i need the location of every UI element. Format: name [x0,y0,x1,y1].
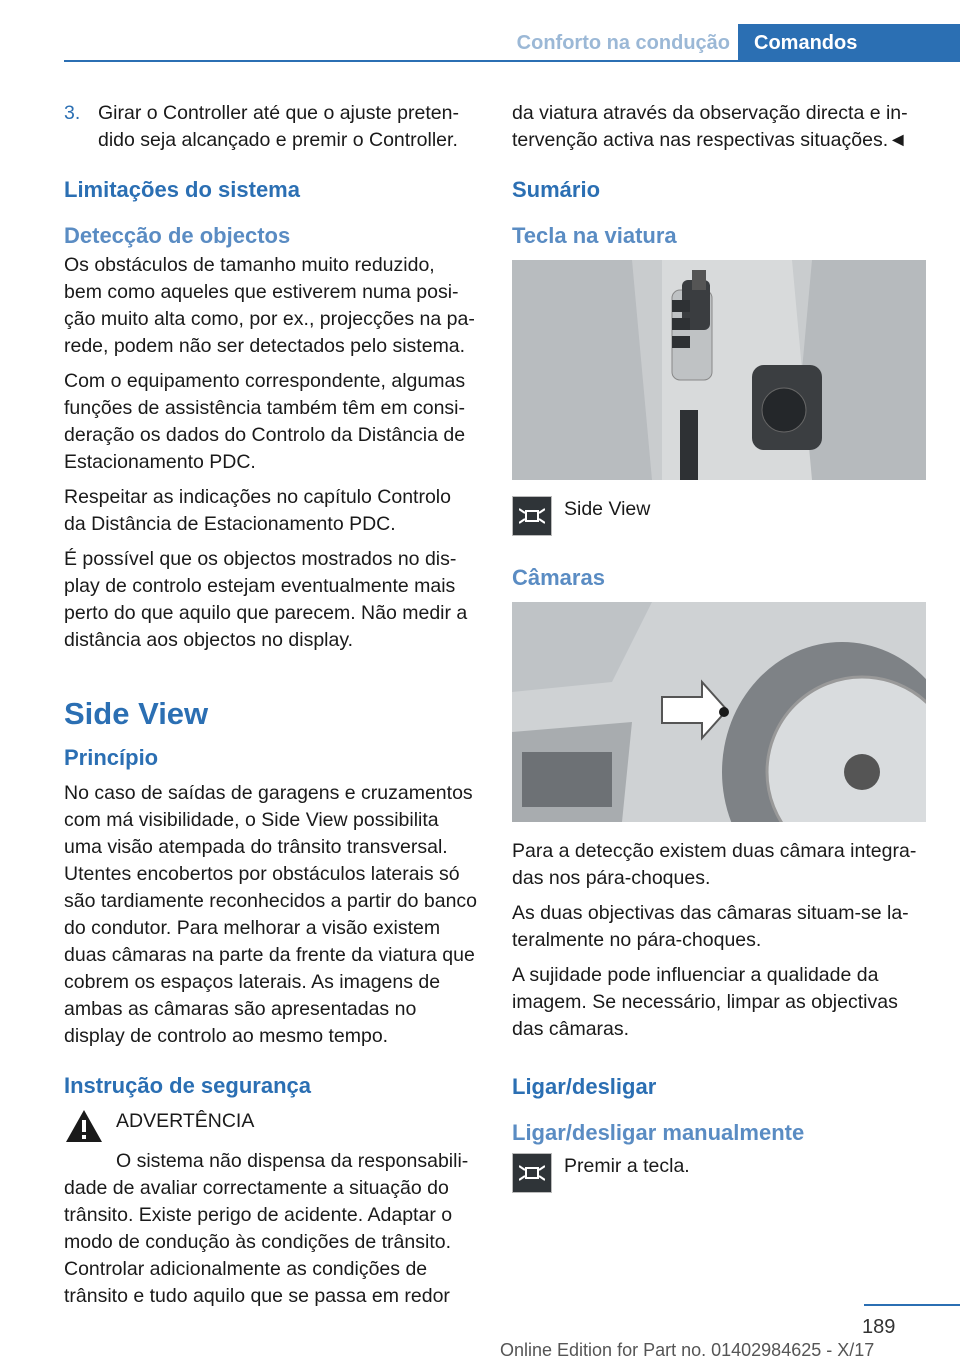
paragraph: Os obstáculos de tamanho muito reduzido, bem como aqueles que estiverem numa posição muito alta como, por ex., projecções na parede, podem não ser detectados pelo sistema. [64,254,475,357]
press-button-row [512,1153,926,1193]
chapter-tab[interactable]: Comandos [738,24,960,62]
page-number: 189 [862,1316,896,1338]
warning-block [64,1108,478,1310]
heading-instrucao: Instrução de segurança [64,1073,311,1098]
heading-ligar-manual: Ligar/desligar manualmente [512,1120,805,1145]
heading-side-view: Side View [64,696,209,731]
paragraph: Para a detecção existem duas câmara integradas nos pára-choques. [512,840,917,889]
press-button-label: Premir a tecla. [564,1155,690,1177]
section-tab[interactable]: Conforto na condução [516,32,730,54]
side-view-button-label: Side View [564,498,651,520]
header-rule [64,60,960,62]
warning-text: O sistema não dispensa da responsabilidade de avaliar correctamente a situação do trânsito. Existe perigo de acidente. Adaptar o modo de condução às condições de trânsito. Controlar adicionalmente as condições de trânsito e tudo aquilo que se passa em redor [64,1150,469,1307]
paragraph: A sujidade pode influenciar a qualidade da imagem. Se necessário, limpar as objectivas das câmaras. [512,964,898,1040]
paragraph: da viatura através da observação directa e intervenção activa nas respectivas situações.◄ [512,102,908,151]
footer-rule [864,1304,960,1306]
heading-tecla: Tecla na viatura [512,223,677,248]
edition-footer: Online Edition for Part no. 01402984625 - X/17 [500,1340,875,1360]
heading-deteccao: Detecção de objectos [64,223,291,248]
warning-icon [64,1108,104,1144]
heading-sumario: Sumário [512,177,601,202]
warning-title: ADVERTÊNCIA [116,1110,255,1132]
step-number: 3. [64,102,81,124]
side-view-button-icon[interactable] [512,1153,552,1193]
paragraph: Com o equipamento correspondente, algumas funções de assistência também têm em consideração os dados do Controlo da Distância de Estacionamento PDC. [64,370,466,473]
heading-camaras: Câmaras [512,565,605,590]
step-item [64,100,478,154]
left-column [64,100,478,1318]
interior-console-photo [512,260,926,480]
heading-principio: Princípio [64,745,159,770]
paragraph: Respeitar as indicações no capítulo Controlo da Distância de Estacionamento PDC. [64,486,451,535]
paragraph: As duas objectivas das câmaras situam-se lateralmente no pára-choques. [512,902,909,951]
heading-limitacoes: Limitações do sistema [64,177,300,202]
step-text: Girar o Controller até que o ajuste pretendido seja alcançado e premir o Controller. [98,102,459,151]
right-column [512,100,926,1193]
bumper-camera-photo [512,602,926,822]
paragraph: No caso de saídas de garagens e cruzamentos com má visibilidade, o Side View possibilita uma visão atempada do trânsito transversal. Utentes encobertos por obstáculos laterais só são tardiamente reconhecidos a partir do banco do condutor. Para melhorar a visão existem duas câmaras na parte da frente da viatura que cobrem os espaços laterais. As imagens de ambas as câmaras são apresentadas no display de controlo ao mesmo tempo. [64,782,478,1047]
side-view-button-icon[interactable] [512,496,552,536]
heading-ligar: Ligar/desligar [512,1074,657,1099]
side-view-button-row [512,496,926,536]
paragraph: É possível que os objectos mostrados no display de controlo estejam eventualmente mais perto do que aquilo que parecem. Não medir a distância aos objectos no display. [64,548,468,651]
